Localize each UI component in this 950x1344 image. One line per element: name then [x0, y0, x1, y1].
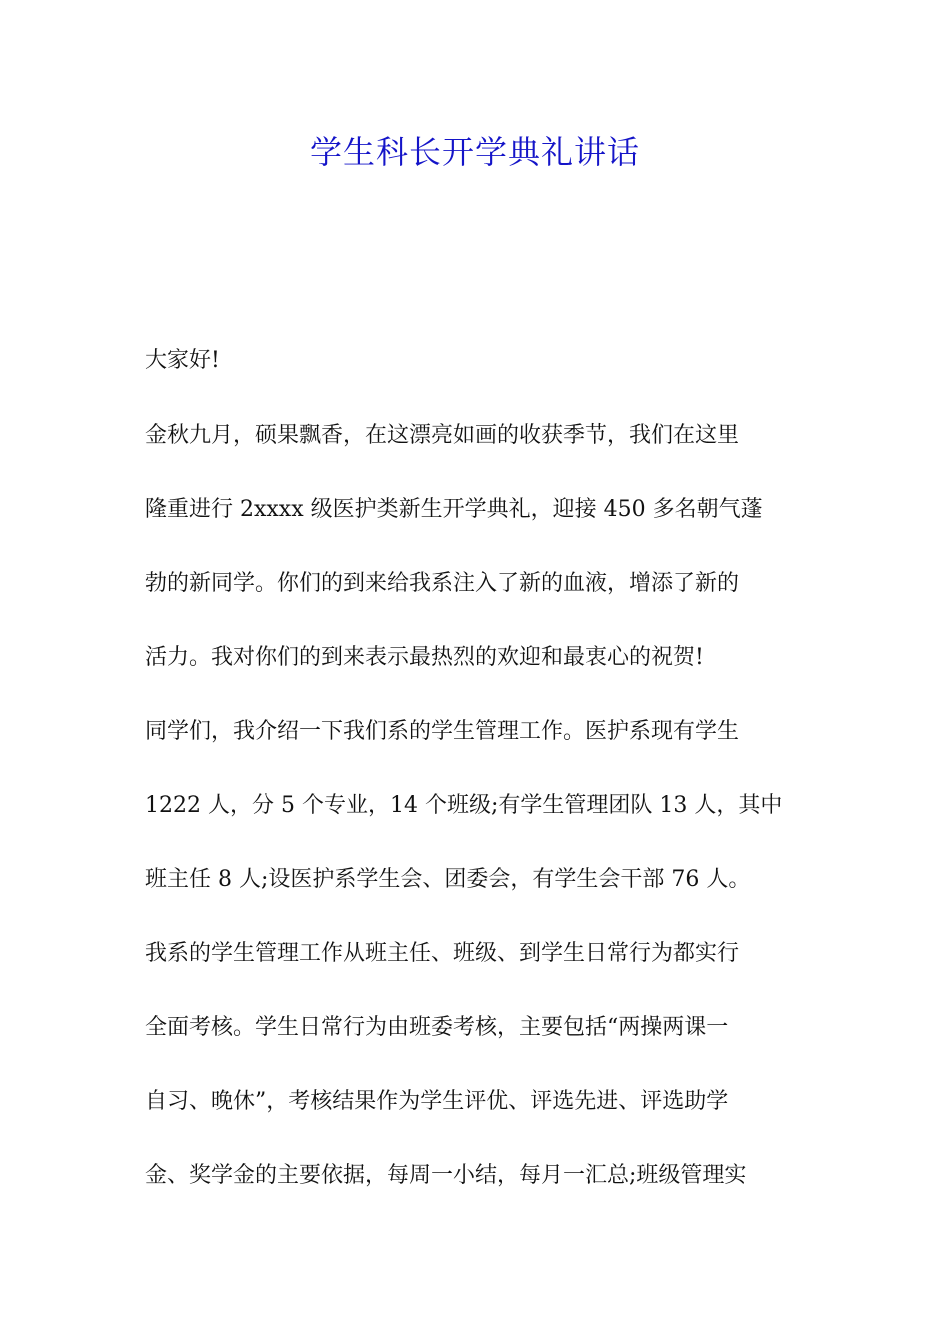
- body-line: 活力。我对你们的到来表示最热烈的欢迎和最衷心的祝贺!: [145, 645, 704, 670]
- body-line: 我系的学生管理工作从班主任、班级、到学生日常行为都实行: [145, 941, 740, 966]
- greeting-line: 大家好!: [145, 348, 220, 373]
- body-line: 勃的新同学。你们的到来给我系注入了新的血液，增添了新的: [145, 571, 740, 596]
- body-line: 全面考核。学生日常行为由班委考核，主要包括“两操两课一: [145, 1015, 729, 1040]
- body-line: 隆重进行 2xxxx 级医护类新生开学典礼，迎接 450 多名朝气蓬: [145, 497, 763, 522]
- body-line: 金秋九月，硕果飘香，在这漂亮如画的收获季节，我们在这里: [145, 423, 740, 448]
- body-line: 班主任 8 人;设医护系学生会、团委会，有学生会干部 76 人。: [145, 867, 751, 892]
- body-line: 同学们，我介绍一下我们系的学生管理工作。医护系现有学生: [145, 719, 740, 744]
- body-line: 金、奖学金的主要依据，每周一小结，每月一汇总;班级管理实: [145, 1163, 747, 1188]
- body-line: 自习、晚休”，考核结果作为学生评优、评选先进、评选助学: [145, 1089, 729, 1114]
- body-line: 1222 人，分 5 个专业，14 个班级;有学生管理团队 13 人，其中: [145, 793, 783, 818]
- document-title: 学生科长开学典礼讲话: [309, 133, 640, 171]
